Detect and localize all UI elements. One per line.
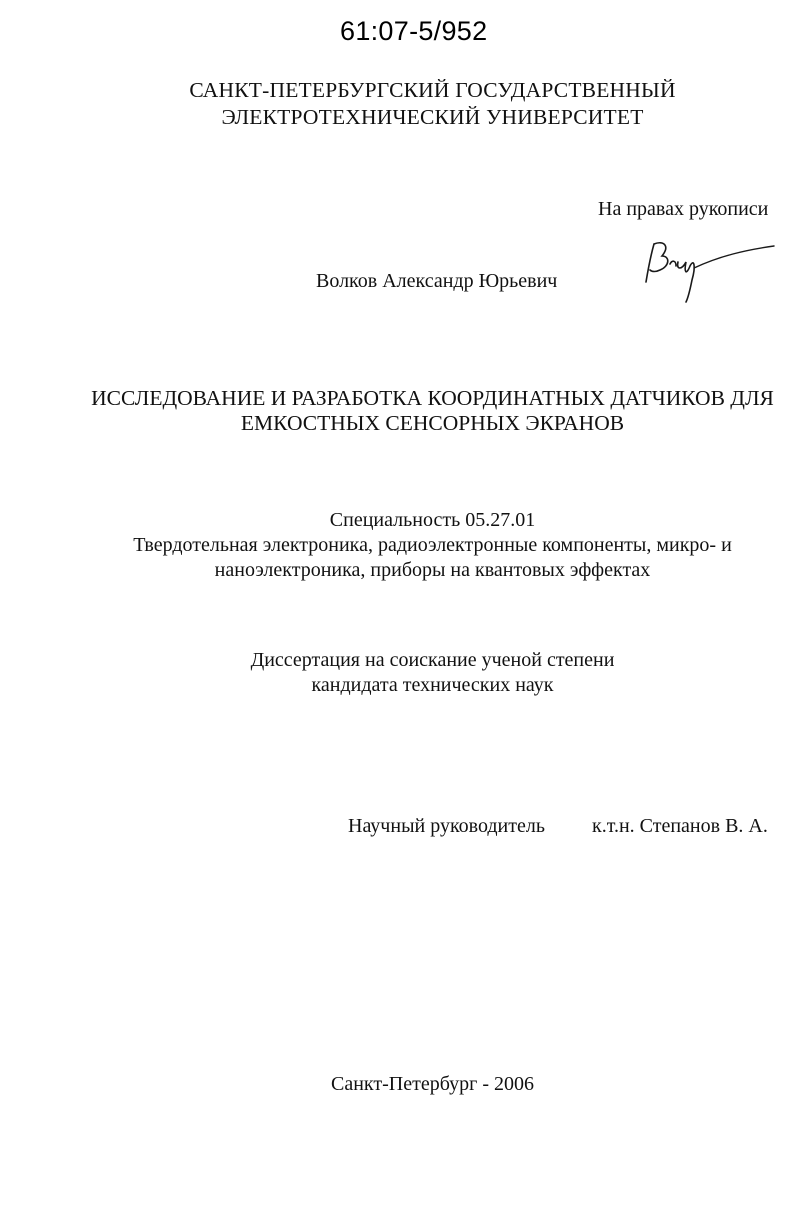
title-line-1: ИССЛЕДОВАНИЕ И РАЗРАБОТКА КООРДИНАТНЫХ ДАТЧИКОВ ДЛЯ (91, 386, 774, 410)
supervisor-label: Научный руководитель (348, 815, 545, 837)
degree-block (0, 648, 797, 698)
title-line-2: ЕМКОСТНЫХ СЕНСОРНЫХ ЭКРАНОВ (240, 411, 625, 435)
specialty-block (0, 508, 797, 583)
supervisor-name: к.т.н. Степанов В. А. (592, 815, 768, 837)
university-line-1: САНКТ-ПЕТЕРБУРГСКИЙ ГОСУДАРСТВЕННЫЙ (189, 78, 676, 102)
author-name: Волков Александр Юрьевич (316, 270, 558, 292)
degree-line-1: Диссертация на соискание ученой степени (250, 649, 615, 671)
registry-code: 61:07-5/952 (340, 16, 488, 46)
signature-image (640, 236, 780, 306)
specialty-code: Специальность 05.27.01 (329, 509, 536, 531)
manuscript-rights: На правах рукописи (598, 198, 769, 220)
university-line-2: ЭЛЕКТРОТЕХНИЧЕСКИЙ УНИВЕРСИТЕТ (221, 105, 644, 129)
degree-line-2: кандидата технических наук (311, 674, 554, 696)
city-year: Санкт-Петербург - 2006 (331, 1073, 534, 1095)
specialty-line-2: наноэлектроника, приборы на квантовых эффектах (214, 559, 651, 581)
dissertation-title (0, 386, 797, 436)
university-name (0, 77, 797, 131)
specialty-line-1: Твердотельная электроника, радиоэлектронные компоненты, микро- и (133, 534, 732, 556)
